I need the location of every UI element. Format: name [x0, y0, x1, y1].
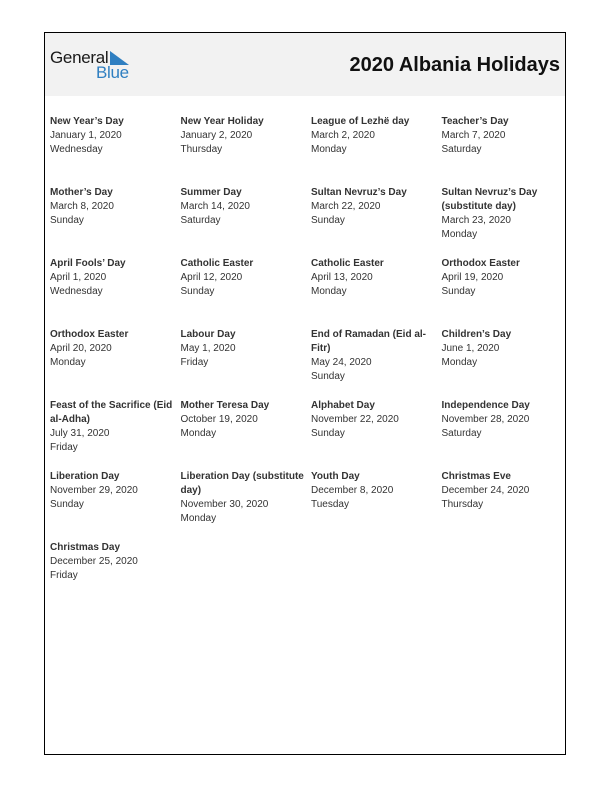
- holiday-weekday: Saturday: [441, 428, 482, 439]
- holiday-date: April 19, 2020: [441, 272, 504, 283]
- holiday-weekday: Monday: [180, 513, 217, 524]
- holiday-weekday: Wednesday: [50, 144, 103, 155]
- holiday-date: March 14, 2020: [180, 201, 250, 212]
- holiday-entry: [442, 328, 567, 399]
- holiday-date: December 24, 2020: [441, 485, 530, 496]
- holiday-entry: [311, 328, 442, 399]
- page-header: [45, 33, 565, 96]
- holiday-date: April 13, 2020: [311, 272, 373, 283]
- holiday-date: March 2, 2020: [311, 130, 375, 141]
- holiday-entry: [50, 399, 181, 470]
- holiday-entry: [181, 328, 312, 399]
- holiday-date: May 1, 2020: [180, 343, 236, 354]
- holiday-date: October 19, 2020: [180, 414, 258, 425]
- holiday-weekday: Monday: [441, 229, 478, 240]
- holiday-grid: [50, 115, 566, 612]
- holiday-name: Sultan Nevruz’s Day: [311, 187, 407, 198]
- holiday-entry: [442, 257, 567, 328]
- holiday-weekday: Sunday: [180, 286, 215, 297]
- holiday-weekday: Monday: [311, 286, 347, 297]
- holiday-entry: [50, 470, 181, 541]
- holiday-name: Sultan Nevruz’s Day (substitute day): [441, 187, 538, 212]
- holiday-weekday: Saturday: [441, 144, 482, 155]
- holiday-date: March 23, 2020: [441, 215, 511, 226]
- holiday-date: December 25, 2020: [50, 556, 138, 567]
- holiday-entry: [50, 115, 181, 186]
- holiday-name: Independence Day: [441, 400, 530, 411]
- holiday-date: April 12, 2020: [180, 272, 243, 283]
- holiday-date: May 24, 2020: [311, 357, 372, 368]
- holiday-date: April 20, 2020: [50, 343, 112, 354]
- holiday-entry: [50, 541, 181, 612]
- holiday-name: Mother Teresa Day: [180, 400, 270, 411]
- holiday-name: Christmas Day: [50, 542, 121, 553]
- holiday-entry: [181, 186, 312, 257]
- holiday-date: July 31, 2020: [50, 428, 110, 439]
- holiday-name: Catholic Easter: [180, 258, 254, 269]
- holiday-name: Children’s Day: [441, 329, 512, 340]
- holiday-date: December 8, 2020: [311, 485, 394, 496]
- holiday-entry: [181, 257, 312, 328]
- holiday-name: Liberation Day (substitute day): [180, 471, 304, 496]
- holiday-weekday: Thursday: [441, 499, 484, 510]
- holiday-date: November 30, 2020: [180, 499, 269, 510]
- holiday-weekday: Sunday: [441, 286, 476, 297]
- holiday-weekday: Sunday: [50, 499, 84, 510]
- holiday-name: Catholic Easter: [311, 258, 384, 269]
- holiday-weekday: Saturday: [180, 215, 221, 226]
- holiday-weekday: Thursday: [180, 144, 223, 155]
- holiday-name: Labour Day: [180, 329, 236, 340]
- holiday-date: November 28, 2020: [441, 414, 530, 425]
- holiday-name: Mother’s Day: [50, 187, 113, 198]
- holiday-entry: [181, 115, 312, 186]
- holiday-date: March 7, 2020: [441, 130, 506, 141]
- holiday-name: Youth Day: [311, 471, 360, 482]
- holiday-name: New Year’s Day: [50, 116, 124, 127]
- holiday-entry: [50, 186, 181, 257]
- holiday-entry: [50, 257, 181, 328]
- holiday-name: Alphabet Day: [311, 400, 375, 411]
- holiday-entry: [311, 186, 442, 257]
- holiday-name: Liberation Day: [50, 471, 120, 482]
- holiday-date: January 2, 2020: [180, 130, 253, 141]
- holiday-weekday: Sunday: [50, 215, 84, 226]
- holiday-weekday: Friday: [50, 442, 78, 453]
- holiday-weekday: Monday: [180, 428, 217, 439]
- holiday-name: Orthodox Easter: [441, 258, 520, 269]
- holiday-name: League of Lezhë day: [311, 116, 410, 127]
- holiday-weekday: Friday: [180, 357, 209, 368]
- page-frame: [44, 32, 566, 755]
- holiday-entry: [181, 399, 312, 470]
- holiday-weekday: Monday: [441, 357, 478, 368]
- logo-blue-text: Blue: [96, 63, 129, 82]
- holiday-name: Christmas Eve: [441, 471, 511, 482]
- holiday-weekday: Monday: [311, 144, 347, 155]
- holiday-entry: [311, 115, 442, 186]
- holiday-date: January 1, 2020: [50, 130, 122, 141]
- holiday-weekday: Sunday: [311, 215, 345, 226]
- holiday-date: March 8, 2020: [50, 201, 114, 212]
- holiday-entry: [442, 115, 567, 186]
- holiday-weekday: Sunday: [311, 371, 345, 382]
- logo-general-text: General: [50, 48, 109, 67]
- page-title: 2020 Albania Holidays: [349, 54, 560, 76]
- holiday-entry: [311, 470, 442, 541]
- holiday-date: March 22, 2020: [311, 201, 381, 212]
- holiday-date: November 29, 2020: [50, 485, 138, 496]
- holiday-weekday: Wednesday: [50, 286, 103, 297]
- holiday-entry: [181, 470, 312, 541]
- holiday-date: April 1, 2020: [50, 272, 107, 283]
- holiday-name: Summer Day: [180, 187, 242, 198]
- holiday-date: June 1, 2020: [441, 343, 500, 354]
- logo: [50, 49, 140, 83]
- holiday-name: April Fools’ Day: [50, 258, 126, 269]
- holiday-name: Orthodox Easter: [50, 329, 129, 340]
- holiday-weekday: Tuesday: [311, 499, 349, 510]
- holiday-weekday: Monday: [50, 357, 86, 368]
- holiday-name: Feast of the Sacrifice (Eid al-Adha): [50, 400, 173, 425]
- holiday-date: November 22, 2020: [311, 414, 399, 425]
- holiday-weekday: Friday: [50, 570, 78, 581]
- holiday-name: Teacher’s Day: [441, 116, 509, 127]
- holiday-name: New Year Holiday: [180, 116, 264, 127]
- holiday-entry: [311, 399, 442, 470]
- holiday-entry: [442, 399, 567, 470]
- holiday-entry: [311, 257, 442, 328]
- holiday-entry: [442, 470, 567, 541]
- holiday-entry: [50, 328, 181, 399]
- holiday-weekday: Sunday: [311, 428, 345, 439]
- holiday-name: End of Ramadan (Eid al-Fitr): [311, 329, 427, 354]
- holiday-entry: [442, 186, 567, 257]
